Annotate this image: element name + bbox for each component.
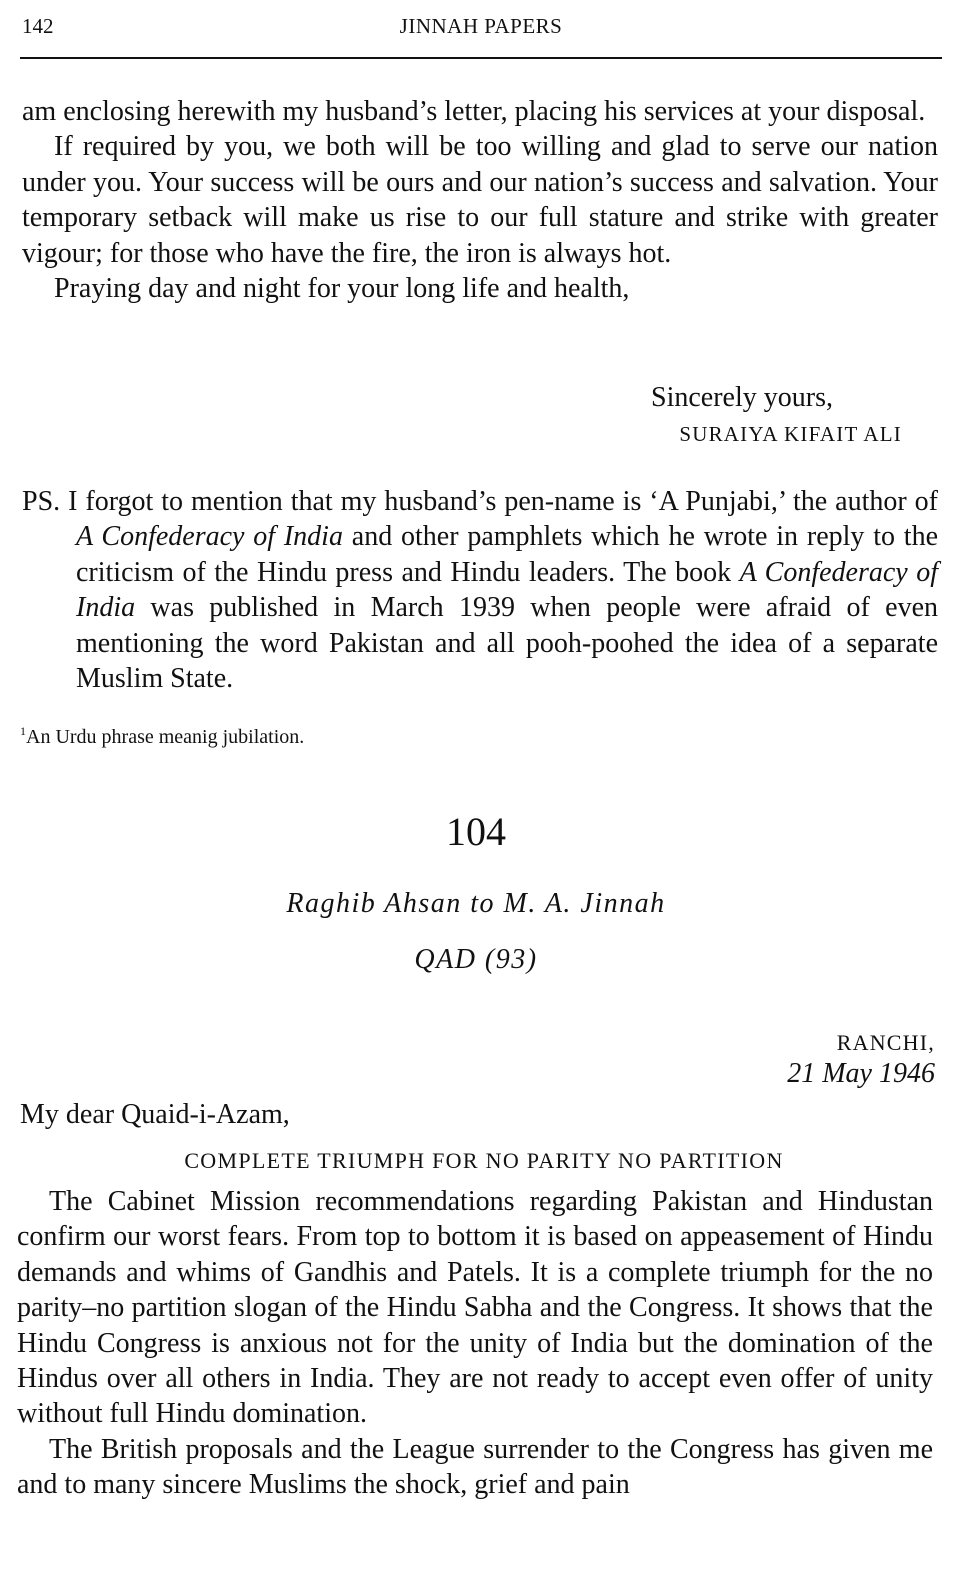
running-head (20, 14, 942, 44)
sign-off: Sincerely yours, (651, 382, 833, 413)
header-rule (20, 57, 942, 59)
document-source: QAD (93) (414, 944, 538, 975)
salutation: My dear Quaid-i-Azam, (20, 1099, 290, 1130)
postscript-text: and other pamphlets which he wrote in reply to the criticism of the Hindu press and Hindu leaders. The book (76, 521, 938, 588)
page-number: 142 (22, 14, 54, 38)
letter-date: 21 May 1946 (787, 1058, 935, 1089)
book-title: JINNAH PAPERS (399, 14, 563, 38)
letter-body (17, 1184, 933, 1503)
footnote-text: An Urdu phrase meanig jubilation. (26, 726, 305, 748)
previous-letter-body (22, 94, 938, 306)
paragraph: Praying day and night for your long life and health, (54, 273, 630, 305)
document-heading: Raghib Ahsan to M. A. Jinnah (286, 888, 666, 919)
footnote (20, 724, 304, 749)
paragraph: The British proposals and the League surrender to the Congress has given me and to many sincere Muslims the shock, grief and pain (17, 1433, 933, 1501)
paragraph: The Cabinet Mission recommendations regarding Pakistan and Hindustan confirm our worst fears. From top to bottom it is based on appeasement of Hindu demands and whims of Gandhis and Patels. It is a complete triumph for the no parity–no partition slogan of the Hindu Sabha and the Congress. It shows that the Hindu Congress is anxious not for the unity of India but the domination of the Hindus over all others in India. They are not ready to accept even offer of unity without full Hindu domination. (17, 1186, 933, 1430)
document-number: 104 (446, 809, 506, 854)
letter-place: RANCHI, (836, 1030, 935, 1055)
postscript-text: was published in March 1939 when people were afraid of even mentioning the word Pakistan and all pooh-poohed the idea of a separate Muslim State. (76, 592, 938, 695)
paragraph: am enclosing herewith my husband’s letter, placing his services at your disposal. (22, 96, 926, 127)
letter-subject: COMPLETE TRIUMPH FOR NO PARITY NO PARTITION (184, 1148, 784, 1173)
postscript (22, 484, 938, 696)
book-title-italic: A Confederacy of India (76, 521, 343, 553)
paragraph: If required by you, we both will be too willing and glad to serve our nation under you. Your success will be ours and our nation’s success and salvation. Your temporary setback will make us rise to our full stature and strike with greater vigour; for those who have the fire, the iron is always hot. (22, 131, 938, 269)
footnote-marker: 1 (20, 724, 26, 738)
postscript-text: PS. I forgot to mention that my husband’s pen-name is ‘A Punjabi,’ the author of (22, 486, 938, 517)
book-title-italic: A Confederacy of India (76, 556, 938, 624)
signatory: SURAIYA KIFAIT ALI (679, 422, 902, 446)
